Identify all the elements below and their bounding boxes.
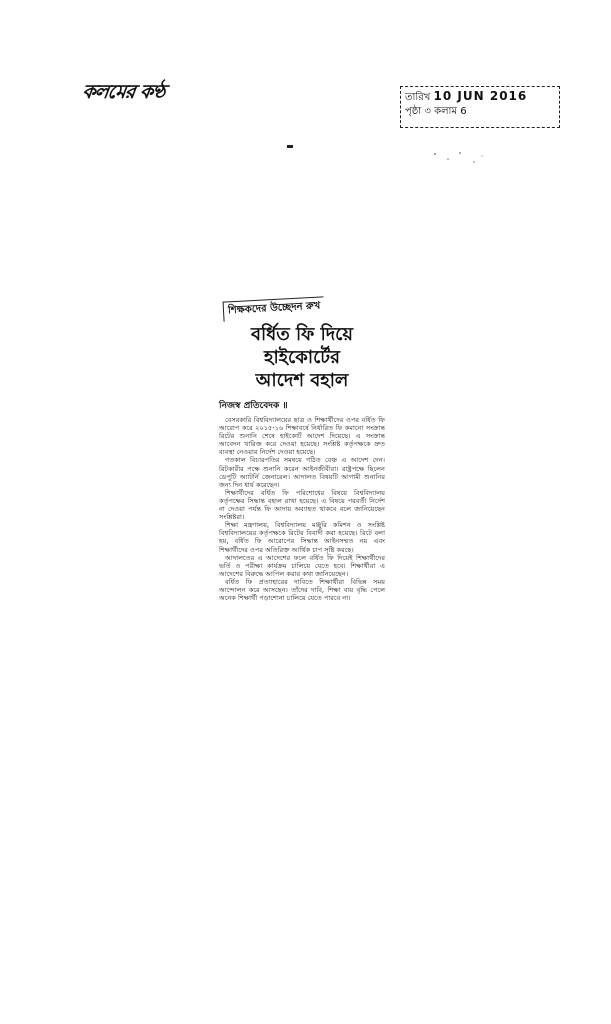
headline-line-1: বর্ধিত ফি দিয়ে bbox=[250, 324, 354, 345]
article-paragraph: গতকাল বিচারপতির সমন্বয়ে গঠিত বেঞ্চ এ আদেশ দেন। রিটকারীর পক্ষে শুনানি করেন আইনজীবীরা। রাষ্ট্রপক্ষে ছিলেন ডেপুটি অ্যাটর্নি জেনারেল। আদালত বিষয়টি আগামী শুনানির জন্য দিন ধার্য করেছেন। bbox=[219, 456, 385, 489]
stamp-date-label: তারিখ bbox=[405, 92, 431, 103]
headline-line-3: আদেশ বহাল bbox=[255, 370, 349, 391]
article-paragraph: বেসরকারি বিশ্ববিদ্যালয়ের ছাত্র ও শিক্ষার্থীদের ওপর বর্ধিত ফি আরোপ করে ২০১৫-১৬ শিক্ষাবর্ষে নির্ধারিত ফি কমানো সংক্রান্ত রিটের শুনানি শেষে হাইকোর্ট আদেশ দিয়েছে। এ সংক্রান্ত আবেদন খারিজ করে দেওয়া হয়েছে। সংশ্লিষ্ট কর্তৃপক্ষকে দ্রুত ব্যবস্থা নেওয়ার নির্দেশ দেওয়া হয়েছে। bbox=[219, 416, 385, 457]
article-paragraph: আদালতের এ আদেশের ফলে বর্ধিত ফি দিয়েই শিক্ষার্থীদের ভর্তি ও পরীক্ষা কার্যক্রম চালিয়ে যেতে হবে। শিক্ষার্থীরা এ আদেশের বিরুদ্ধে আপিল করার কথা জানিয়েছেন। bbox=[219, 553, 385, 578]
masthead: কলমের কণ্ঠ bbox=[80, 81, 166, 103]
article-paragraph: শিক্ষা মন্ত্রণালয়, বিশ্ববিদ্যালয় মঞ্জুরি কমিশন ও সংশ্লিষ্ট বিশ্ববিদ্যালয়ের কর্তৃপক্ষকে রিটের বিবাদী করা হয়েছে। রিটে বলা হয়, বর্ধিত ফি আরোপের সিদ্ধান্ত আইনসম্মত নয় এবং শিক্ষার্থীদের ওপর অতিরিক্ত আর্থিক চাপ সৃষ্টি করছে। bbox=[219, 521, 385, 554]
scan-noise bbox=[430, 150, 490, 170]
article-body bbox=[219, 416, 385, 602]
stamp-column-label: কলাম bbox=[434, 106, 457, 117]
article-headline bbox=[219, 323, 385, 392]
headline-line-2: হাইকোর্টের bbox=[263, 347, 341, 368]
stamp-date-value: 10 JUN 2016 bbox=[433, 89, 528, 103]
stamp-page-label: পৃষ্ঠা bbox=[405, 106, 422, 117]
article-paragraph: শিক্ষার্থীদের বর্ধিত ফি পরিশোধের বিষয়ে বিশ্ববিদ্যালয় কর্তৃপক্ষের সিদ্ধান্ত বহাল রাখা হয়েছে। এ বিষয়ে পরবর্তী নির্দেশ না দেওয়া পর্যন্ত ফি আদায় অব্যাহত থাকবে বলে জানিয়েছেন সংশ্লিষ্টরা। bbox=[219, 488, 385, 522]
ink-speck bbox=[287, 145, 293, 148]
date-stamp bbox=[400, 86, 560, 128]
stamp-date-row bbox=[405, 89, 555, 105]
stamp-column-value: 6 bbox=[460, 106, 467, 117]
article-paragraph: বর্ধিত ফি প্রত্যাহারের দাবিতে শিক্ষার্থীরা বিভিন্ন সময় আন্দোলন করে আসছেন। তাঁদের দাবি, শিক্ষা ব্যয় বৃদ্ধি পেলে অনেক শিক্ষার্থী পড়াশোনা চালিয়ে যেতে পারবে না। bbox=[219, 577, 385, 603]
article-byline: নিজস্ব প্রতিবেদক ॥ bbox=[219, 401, 288, 411]
article-kicker: শিক্ষকদের উচ্ছেদন রুখ bbox=[223, 296, 325, 321]
stamp-page-value: ৩ bbox=[424, 106, 431, 117]
stamp-page-row bbox=[405, 105, 555, 119]
news-clipping bbox=[219, 296, 385, 602]
